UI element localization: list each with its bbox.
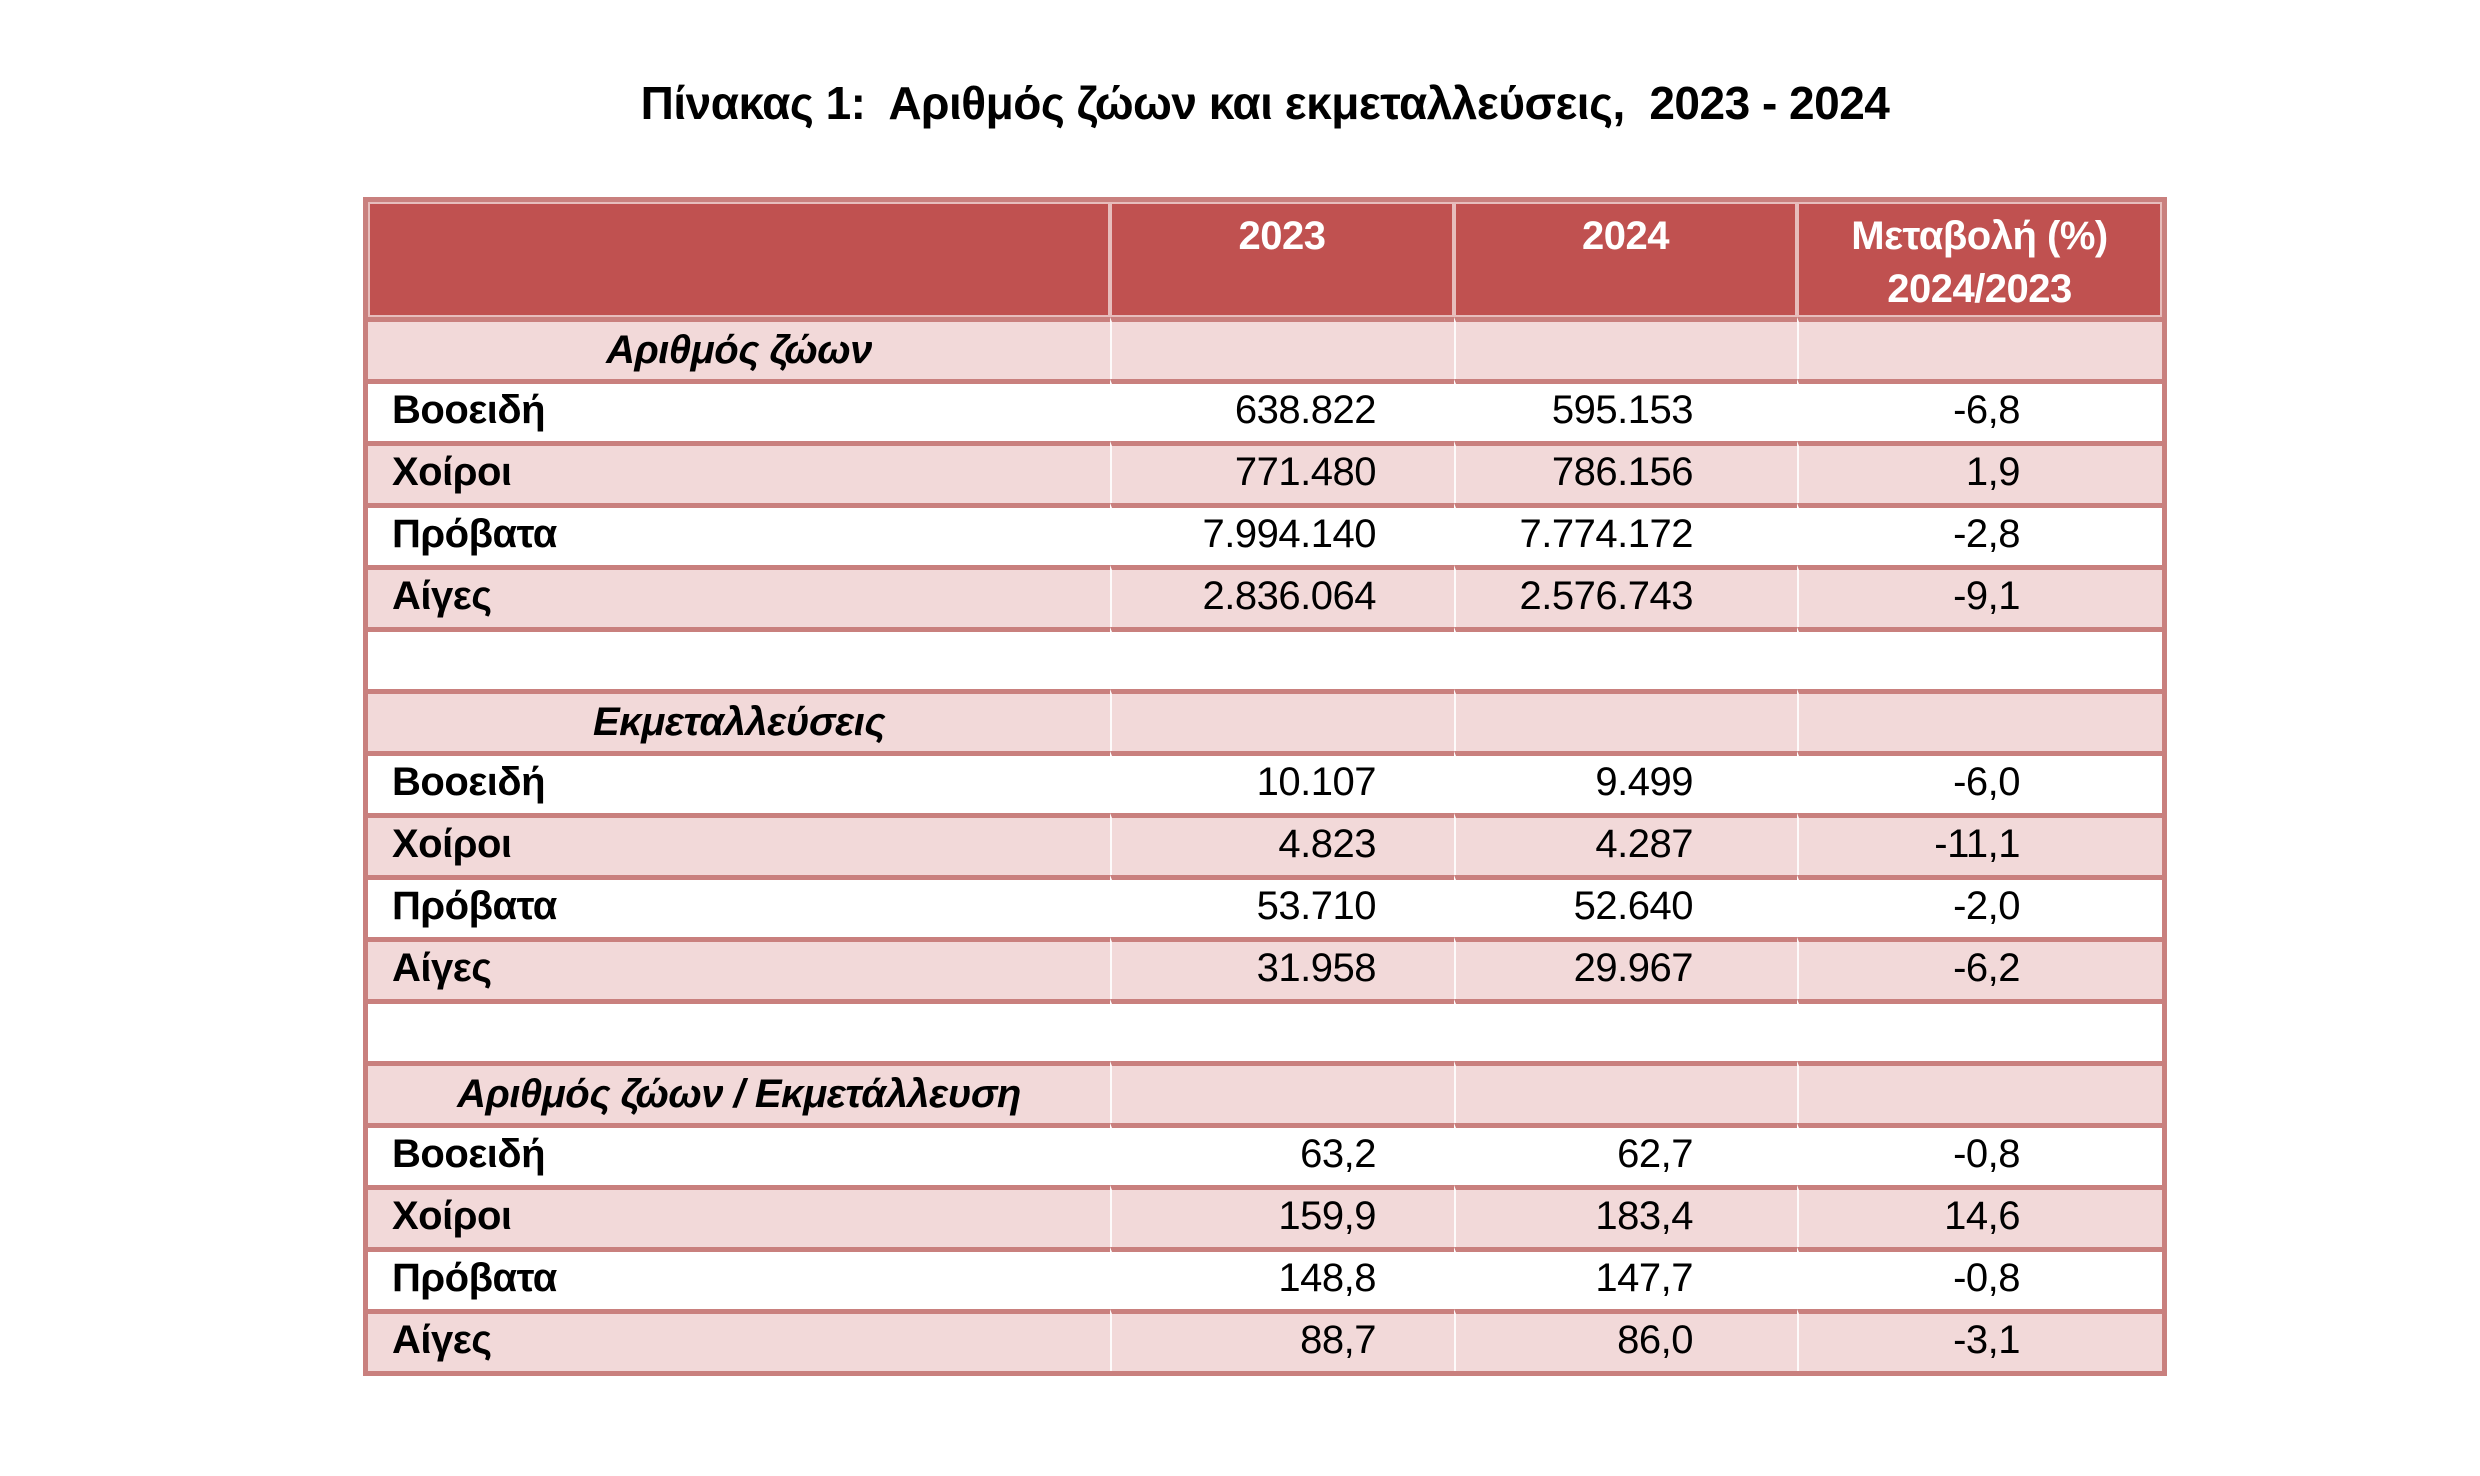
- table-row: [368, 1185, 2162, 1247]
- value-2023: 4.823: [1110, 813, 1454, 875]
- header-2024: 2024: [1454, 202, 1797, 317]
- value-2023: 7.994.140: [1110, 503, 1454, 565]
- row-label: Πρόβατα: [368, 503, 1110, 565]
- row-label: Πρόβατα: [368, 875, 1110, 937]
- header-change-line2: 2024/2023: [1887, 266, 2072, 311]
- value-change: -6,0: [1797, 751, 2162, 813]
- section-title: Αριθμός ζώων / Εκμετάλλευση: [368, 1061, 1110, 1123]
- table-row: [368, 503, 2162, 565]
- value-change: 1,9: [1797, 441, 2162, 503]
- value-change: -6,8: [1797, 379, 2162, 441]
- value-change: -2,8: [1797, 503, 2162, 565]
- page-title: Πίνακας 1: Αριθμός ζώων και εκμεταλλεύσεις, 2023 - 2024: [640, 77, 1890, 129]
- value-2023: 159,9: [1110, 1185, 1454, 1247]
- value-2024: 4.287: [1454, 813, 1797, 875]
- row-label: Βοοειδή: [368, 751, 1110, 813]
- section-header-row: [368, 317, 2162, 379]
- value-2024: 86,0: [1454, 1309, 1797, 1371]
- value-2024: 147,7: [1454, 1247, 1797, 1309]
- spacer-cell: [1110, 999, 1454, 1061]
- table-row: [368, 813, 2162, 875]
- spacer-row: [368, 627, 2162, 689]
- table-row: [368, 875, 2162, 937]
- value-2024: 9.499: [1454, 751, 1797, 813]
- value-2023: 88,7: [1110, 1309, 1454, 1371]
- header-blank-cell: [368, 202, 1110, 317]
- spacer-cell: [368, 627, 1110, 689]
- value-change: 14,6: [1797, 1185, 2162, 1247]
- row-label: Βοοειδή: [368, 1123, 1110, 1185]
- value-2024: 2.576.743: [1454, 565, 1797, 627]
- row-label: Αίγες: [368, 565, 1110, 627]
- section-empty-cell: [1110, 689, 1454, 751]
- value-change: -0,8: [1797, 1247, 2162, 1309]
- section-header-row: [368, 689, 2162, 751]
- spacer-cell: [1110, 627, 1454, 689]
- section-empty-cell: [1110, 1061, 1454, 1123]
- value-2023: 148,8: [1110, 1247, 1454, 1309]
- table-header-row: [368, 202, 2162, 317]
- spacer-row: [368, 999, 2162, 1061]
- section-empty-cell: [1454, 689, 1797, 751]
- table-row: [368, 937, 2162, 999]
- spacer-cell: [1797, 999, 2162, 1061]
- spacer-cell: [1454, 999, 1797, 1061]
- value-2024: 29.967: [1454, 937, 1797, 999]
- spacer-cell: [368, 999, 1110, 1061]
- value-change: -2,0: [1797, 875, 2162, 937]
- spacer-cell: [1454, 627, 1797, 689]
- row-label: Πρόβατα: [368, 1247, 1110, 1309]
- value-2023: 2.836.064: [1110, 565, 1454, 627]
- section-empty-cell: [1454, 317, 1797, 379]
- table-body: [368, 317, 2162, 1371]
- value-2024: 7.774.172: [1454, 503, 1797, 565]
- value-change: -3,1: [1797, 1309, 2162, 1371]
- row-label: Αίγες: [368, 937, 1110, 999]
- row-label: Αίγες: [368, 1309, 1110, 1371]
- section-empty-cell: [1454, 1061, 1797, 1123]
- value-2024: 52.640: [1454, 875, 1797, 937]
- row-label: Βοοειδή: [368, 379, 1110, 441]
- value-2024: 786.156: [1454, 441, 1797, 503]
- header-2023: 2023: [1110, 202, 1454, 317]
- animals-table: [363, 197, 2167, 1376]
- header-change: [1797, 202, 2162, 317]
- value-2024: 183,4: [1454, 1185, 1797, 1247]
- value-change: -9,1: [1797, 565, 2162, 627]
- section-empty-cell: [1797, 689, 2162, 751]
- value-2023: 638.822: [1110, 379, 1454, 441]
- table-row: [368, 1309, 2162, 1371]
- row-label: Χοίροι: [368, 813, 1110, 875]
- row-label: Χοίροι: [368, 1185, 1110, 1247]
- value-2023: 31.958: [1110, 937, 1454, 999]
- row-label: Χοίροι: [368, 441, 1110, 503]
- value-2023: 53.710: [1110, 875, 1454, 937]
- value-change: -6,2: [1797, 937, 2162, 999]
- value-change: -0,8: [1797, 1123, 2162, 1185]
- value-change: -11,1: [1797, 813, 2162, 875]
- header-change-line1: Μεταβολή (%): [1851, 214, 2108, 258]
- table-row: [368, 565, 2162, 627]
- table-row: [368, 441, 2162, 503]
- section-empty-cell: [1110, 317, 1454, 379]
- section-title: Αριθμός ζώων: [368, 317, 1110, 379]
- section-empty-cell: [1797, 1061, 2162, 1123]
- section-header-row: [368, 1061, 2162, 1123]
- table-row: [368, 1123, 2162, 1185]
- value-2024: 595.153: [1454, 379, 1797, 441]
- value-2023: 771.480: [1110, 441, 1454, 503]
- section-title: Εκμεταλλεύσεις: [368, 689, 1110, 751]
- value-2024: 62,7: [1454, 1123, 1797, 1185]
- spacer-cell: [1797, 627, 2162, 689]
- table-row: [368, 379, 2162, 441]
- table-row: [368, 751, 2162, 813]
- table-row: [368, 1247, 2162, 1309]
- value-2023: 10.107: [1110, 751, 1454, 813]
- section-empty-cell: [1797, 317, 2162, 379]
- value-2023: 63,2: [1110, 1123, 1454, 1185]
